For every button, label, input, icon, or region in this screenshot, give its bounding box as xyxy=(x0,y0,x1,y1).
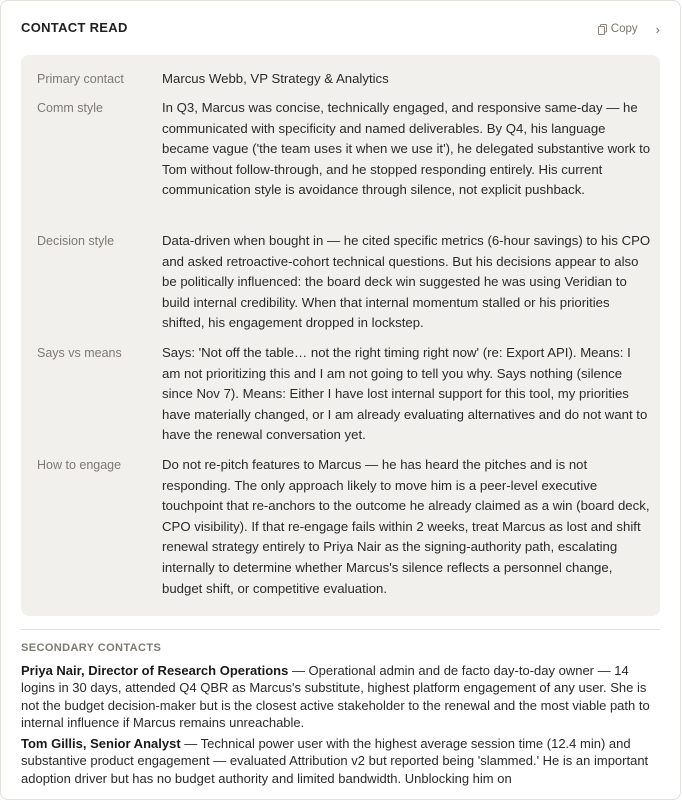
secondary-contact-item xyxy=(21,662,661,732)
contact-description: — Operational admin and de facto day-to-day owner — 14 logins in 30 days, attended Q4 QBR as Marcus's substitute, highest platform engagement of any user. She is not the budget decision-maker but is the closest active stakeholder to the renewal and the most viable path to internal influence if Marcus remains unreachable. xyxy=(21,663,650,731)
contact-name: Tom Gillis, Senior Analyst xyxy=(21,736,181,751)
secondary-contact-item xyxy=(21,735,661,787)
copy-button[interactable] xyxy=(598,23,638,35)
row-value: Says: 'Not off the table… not the right timing right now' (re: Export API). Means: I am not prioritizing this and I am not going to tell you why. Says nothing (silence since Nov 7). Means: Either I have lost internal support for this tool, my priorities have materially changed, or I am already evaluating alternatives and do not want to have the renewal conversation yet. xyxy=(162,345,648,443)
card-title: CONTACT READ xyxy=(21,20,128,35)
contact-description: — Technical power user with the highest average session time (12.4 min) and substantive product engagement — evaluated Attribution v2 but reported being 'slammed.' He is an important adoption driver but has no budget authority and limited bandwidth. Unblocking him on xyxy=(21,736,649,786)
card-header xyxy=(21,19,664,39)
row-value: Marcus Webb, VP Strategy & Analytics xyxy=(162,71,389,86)
row-label: Primary contact xyxy=(37,72,124,86)
row-label: Says vs means xyxy=(37,346,122,360)
header-actions xyxy=(598,19,660,39)
row-label: How to engage xyxy=(37,458,122,472)
row-label: Comm style xyxy=(37,101,103,115)
secondary-contacts-title: SECONDARY CONTACTS xyxy=(21,642,162,654)
row-value: Do not re-pitch features to Marcus — he has heard the pitches and is not responding. The only approach likely to move him is a peer-level executive touchpoint that re-anchors to the outcome he already claimed as a win (board deck, CPO visibility). If that re-engage fails within 2 weeks, treat Marcus as lost and shift renewal strategy entirely to Priya Nair as the signing-authority path, escalating internally to determine whether Marcus's silence reflects a personnel change, budget shift, or competitive evaluation. xyxy=(162,457,650,596)
contact-name: Priya Nair, Director of Research Operations xyxy=(21,663,289,678)
row-value: Data-driven when bought in — he cited specific metrics (6-hour savings) to his CPO and asked retroactive-cohort technical questions. But his decisions appear to also be politically influenced: the board deck win suggested he was using Veridian to build internal credibility. When that internal momentum stalled or his priorities shifted, his engagement dropped in lockstep. xyxy=(162,233,651,331)
copy-icon xyxy=(598,24,607,35)
row-label: Decision style xyxy=(37,234,115,248)
chevron-right-icon[interactable]: › xyxy=(655,21,660,37)
row-value: In Q3, Marcus was concise, technically engaged, and responsive same-day — he communicated with specificity and named deliverables. By Q4, his language became vague ('the team uses it when we use it'), he delegated substantive work to Tom without follow-through, and he stopped responding entirely. His current communication style is avoidance through silence, not explicit pushback. xyxy=(162,100,651,198)
copy-label: Copy xyxy=(610,23,638,35)
section-divider xyxy=(21,629,660,630)
contact-details-panel xyxy=(21,55,660,616)
